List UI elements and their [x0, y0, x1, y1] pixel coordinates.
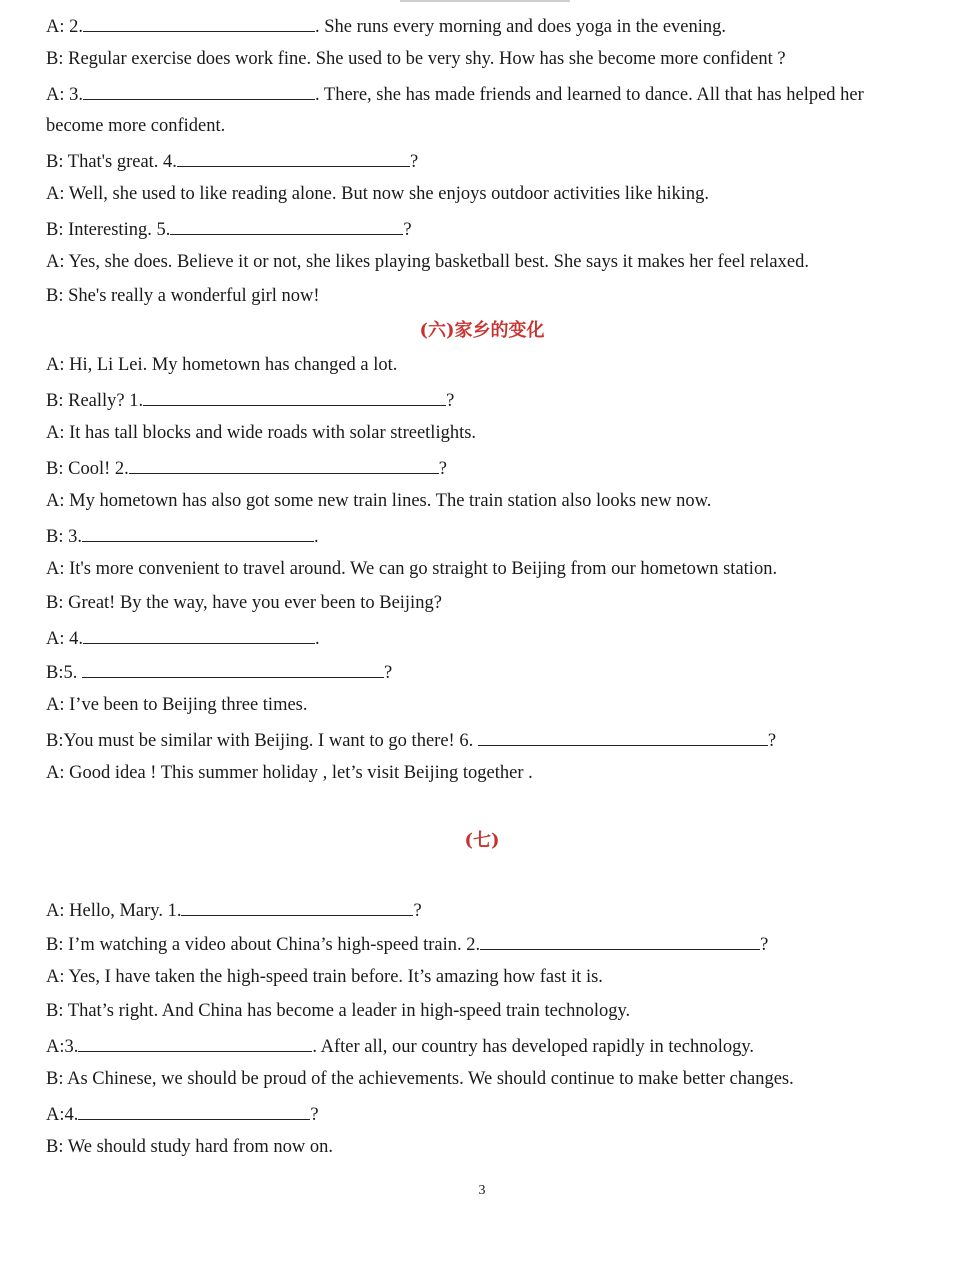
answer-blank-2[interactable]: [480, 932, 760, 950]
answer-blank-1[interactable]: [181, 898, 413, 916]
line-text: A: 3.: [46, 85, 83, 105]
dialog-line: A: Yes, I have taken the high-speed train before. It’s amazing how fast it is.: [46, 967, 603, 987]
line-text: A:4.: [46, 1105, 79, 1125]
line-text: B:You must be similar with Beijing. I want to go there! 6.: [46, 731, 478, 751]
dialog-line: [46, 932, 768, 956]
dialog-line: [46, 626, 320, 650]
line-text: ?: [403, 220, 412, 240]
dialog-line: [46, 82, 864, 106]
line-text: B: Interesting. 5.: [46, 220, 171, 240]
answer-blank-4[interactable]: [78, 1102, 310, 1120]
line-text: . After all, our country has developed rapidly in technology.: [312, 1037, 755, 1057]
dialog-line: [46, 660, 392, 684]
dialog-line: [46, 1102, 319, 1126]
line-text: ?: [413, 901, 422, 921]
dialog-line: [46, 728, 776, 752]
dialog-line: [46, 898, 422, 922]
line-text: ?: [409, 152, 419, 172]
dialog-line: [46, 1034, 754, 1058]
line-text: .: [313, 527, 319, 547]
line-text: . She runs every morning and does yoga in the evening.: [315, 17, 727, 37]
dialog-line: A: Well, she used to like reading alone. But now she enjoys outdoor activities like hiking.: [46, 184, 710, 204]
page-number: 3: [478, 1183, 486, 1198]
answer-blank-1[interactable]: [143, 388, 446, 406]
dialog-line: [46, 456, 447, 480]
answer-blank-4[interactable]: [83, 626, 315, 644]
line-text: .: [315, 629, 320, 649]
line-text: A: Hello, Mary. 1.: [46, 901, 182, 921]
dialog-line: B: That’s right. And China has become a leader in high-speed train technology.: [46, 1001, 631, 1021]
line-text: B: Really? 1.: [46, 391, 144, 411]
line-text: . There, she has made friends and learned to dance. All that has helped her: [315, 85, 864, 105]
dialog-line: A: I’ve been to Beijing three times.: [46, 695, 308, 715]
line-text: B: I’m watching a video about China’s high-speed train. 2.: [46, 935, 481, 955]
line-text: A: 2.: [46, 17, 83, 37]
line-text: B: That's great. 4.: [46, 152, 177, 172]
dialog-line: A: It has tall blocks and wide roads with solar streetlights.: [46, 423, 477, 443]
line-text: A:3.: [46, 1037, 79, 1057]
answer-blank-3[interactable]: [83, 82, 315, 100]
line-text: B:5.: [46, 663, 82, 683]
answer-blank-2[interactable]: [129, 456, 439, 474]
line-text: ?: [767, 731, 777, 751]
dialog-line: A: Hi, Li Lei. My hometown has changed a lot.: [46, 355, 398, 375]
section-heading: (六)家乡的变化: [419, 320, 545, 341]
answer-blank-6[interactable]: [478, 728, 768, 746]
line-text: A: 4.: [46, 629, 83, 649]
dialog-line: A: It's more convenient to travel around. We can go straight to Beijing from our hometown station.: [46, 559, 778, 579]
dialog-line: [46, 217, 412, 241]
dialog-line: [46, 149, 418, 173]
dialog-line: [46, 524, 319, 548]
answer-blank-3[interactable]: [78, 1034, 312, 1052]
dialog-line: A: My hometown has also got some new train lines. The train station also looks new now.: [46, 491, 712, 511]
section-heading: (七): [464, 830, 500, 851]
dialog-line: A: Yes, she does. Believe it or not, she likes playing basketball best. She says it makes her feel relaxed.: [46, 252, 809, 272]
dialog-line: [46, 14, 726, 38]
line-text: ?: [438, 459, 447, 479]
line-text: ?: [383, 663, 393, 683]
line-text: B: Cool! 2.: [46, 459, 129, 479]
answer-blank-4[interactable]: [177, 149, 410, 167]
line-text: ?: [760, 935, 769, 955]
answer-blank-5[interactable]: [170, 217, 403, 235]
dialog-line: become more confident.: [46, 116, 226, 136]
line-text: B: 3.: [46, 527, 82, 547]
answer-blank-2[interactable]: [83, 14, 315, 32]
answer-blank-3[interactable]: [82, 524, 314, 542]
dialog-line: B: As Chinese, we should be proud of the achievements. We should continue to make better changes.: [46, 1069, 794, 1089]
dialog-line: A: Good idea ! This summer holiday , let’s visit Beijing together .: [46, 763, 533, 783]
line-text: ?: [446, 391, 455, 411]
dialog-line: B: She's really a wonderful girl now!: [46, 286, 320, 306]
top-cropped-rule: [400, 0, 570, 2]
answer-blank-5[interactable]: [82, 660, 384, 678]
dialog-line: [46, 388, 454, 412]
dialog-line: B: Regular exercise does work fine. She used to be very shy. How has she become more confident ?: [46, 49, 786, 69]
dialog-line: B: We should study hard from now on.: [46, 1137, 333, 1157]
dialog-line: B: Great! By the way, have you ever been to Beijing?: [46, 593, 442, 613]
line-text: ?: [310, 1105, 319, 1125]
